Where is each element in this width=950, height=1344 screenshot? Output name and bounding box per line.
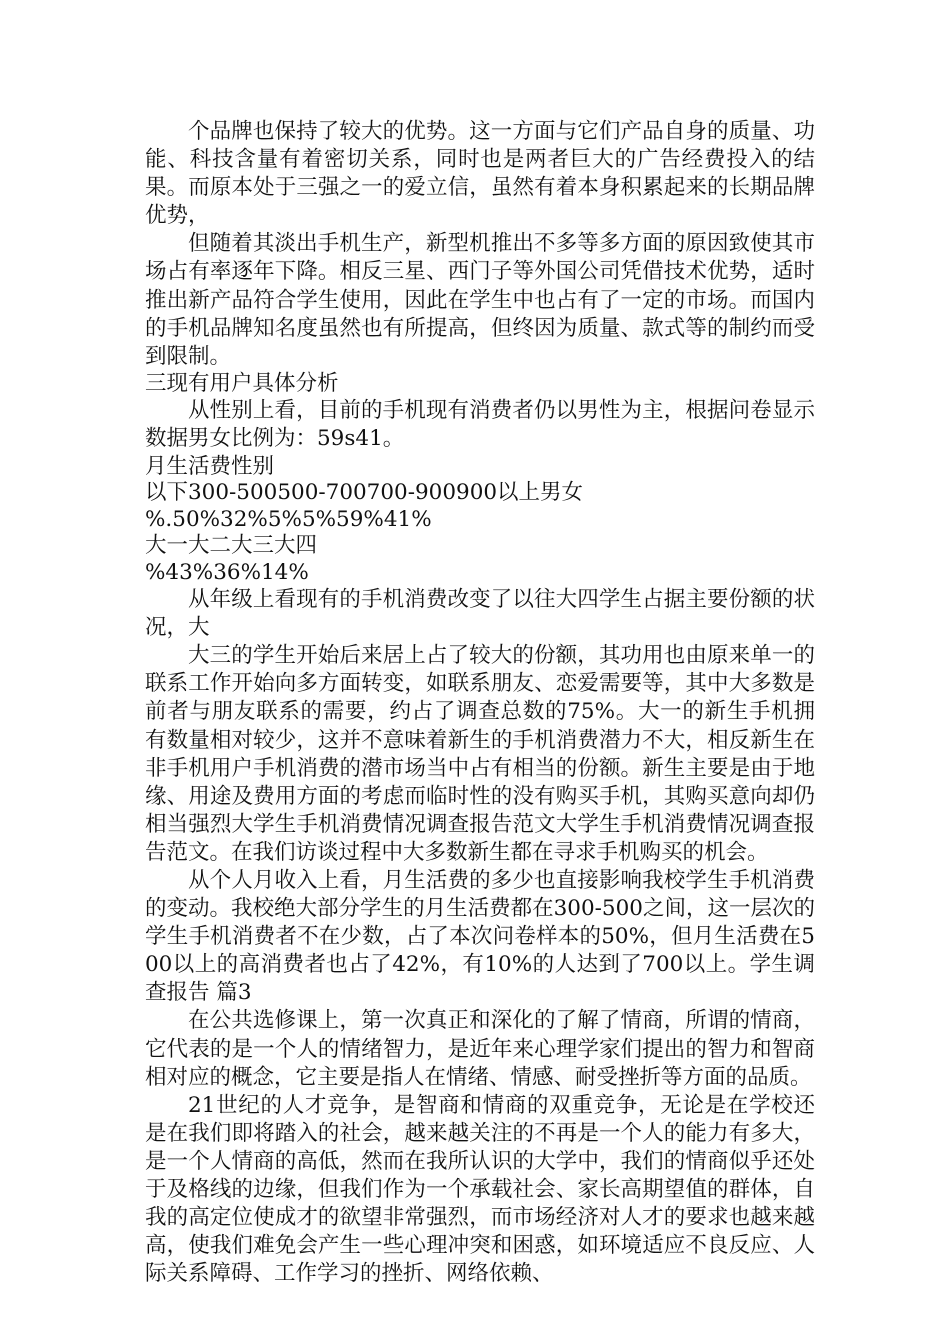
table-row-expense-ranges: 以下300-500500-700700-900900以上男女: [145, 480, 584, 506]
paragraph-talent-competition: 21世纪的人才竞争，是智商和情商的双重竞争，无论是在学校还是在我们即将踏入的社会，越来越关注的不再是一个人的能力有多大，是一个人情商的高低，然而在我所认识的大学中，我们的情商似乎还处于及格线的边缘，但我们作为一个承载社会、家长高期望值的群体，自我的高定位使成才的欲望非常强烈，而市场经济对人才的要求也越来越高，使我们难免会产生一些心理冲突和困惑，如环境适应不良反应、人际关系障碍、工作学习的挫折、网络依赖、: [145, 1092, 815, 1287]
paragraph-gender-ratio: 从性别上看，目前的手机现有消费者仍以男性为主，根据问卷显示数据男女比例为：59s41。: [145, 398, 815, 452]
paragraph-junior-students: 大三的学生开始后来居上占了较大的份额，其功用也由原来单一的联系工作开始向多方面转变，如联系朋友、恋爱需要等，其中大多数是前者与朋友联系的需要，约占了调查总数的75%。大一的新生手机拥有数量相对较少，这并不意味着新生的手机消费潜力不大，相反新生在非手机用户手机消费的潜市场当中占有相当的份额。新生主要是由于地缘、用途及费用方面的考虑而临时性的没有购买手机，其购买意向却仍相当强烈大学生手机消费情况调查报告范文大学生手机消费情况调查报告范文。在我们访谈过程中大多数新生都在寻求手机购买的机会。: [145, 643, 815, 865]
table-row-grade-labels: 大一大二大三大四: [145, 533, 318, 559]
paragraph-grade-overview: 从年级上看现有的手机消费改变了以往大四学生占据主要份额的状况，大: [145, 587, 815, 641]
table-header-living-expense-gender: 月生活费性别: [145, 453, 275, 479]
document-page: [145, 118, 815, 1288]
paragraph-brand-advantage: 个品牌也保持了较大的优势。这一方面与它们产品自身的质量、功能、科技含量有着密切关系，同时也是两者巨大的广告经费投入的结果。而原本处于三强之一的爱立信，虽然有着本身积累起来的长期品牌优势，: [145, 119, 815, 229]
table-row-grade-percentages: %43%36%14%: [145, 559, 309, 585]
table-row-expense-percentages: %.50%32%5%5%59%41%: [145, 506, 432, 532]
paragraph-eq-elective: 在公共选修课上，第一次真正和深化的了解了情商，所谓的情商，它代表的是一个人的情绪智力，是近年来心理学家们提出的智力和智商相对应的概念，它主要是指人在情绪、情感、耐受挫折等方面的品质。: [145, 1008, 815, 1090]
section-heading-user-analysis: 三现有用户具体分析: [145, 370, 339, 396]
paragraph-ericsson-decline: 但随着其淡出手机生产，新型机推出不多等多方面的原因致使其市场占有率逐年下降。相反三星、西门子等外国公司凭借技术优势，适时推出新产品符合学生使用，因此在学生中也占有了一定的市场。而国内的手机品牌知名度虽然也有所提高，但终因为质量、款式等的制约而受到限制。: [145, 231, 815, 369]
paragraph-monthly-income: 从个人月收入上看，月生活费的多少也直接影响我校学生手机消费的变动。我校绝大部分学生的月生活费都在300-500之间，这一层次的学生手机消费者不在少数，占了本次问卷样本的50%，但月生活费在500以上的高消费者也占了42%，有10%的人达到了700以上。学生调查报告 篇3: [145, 867, 815, 1006]
